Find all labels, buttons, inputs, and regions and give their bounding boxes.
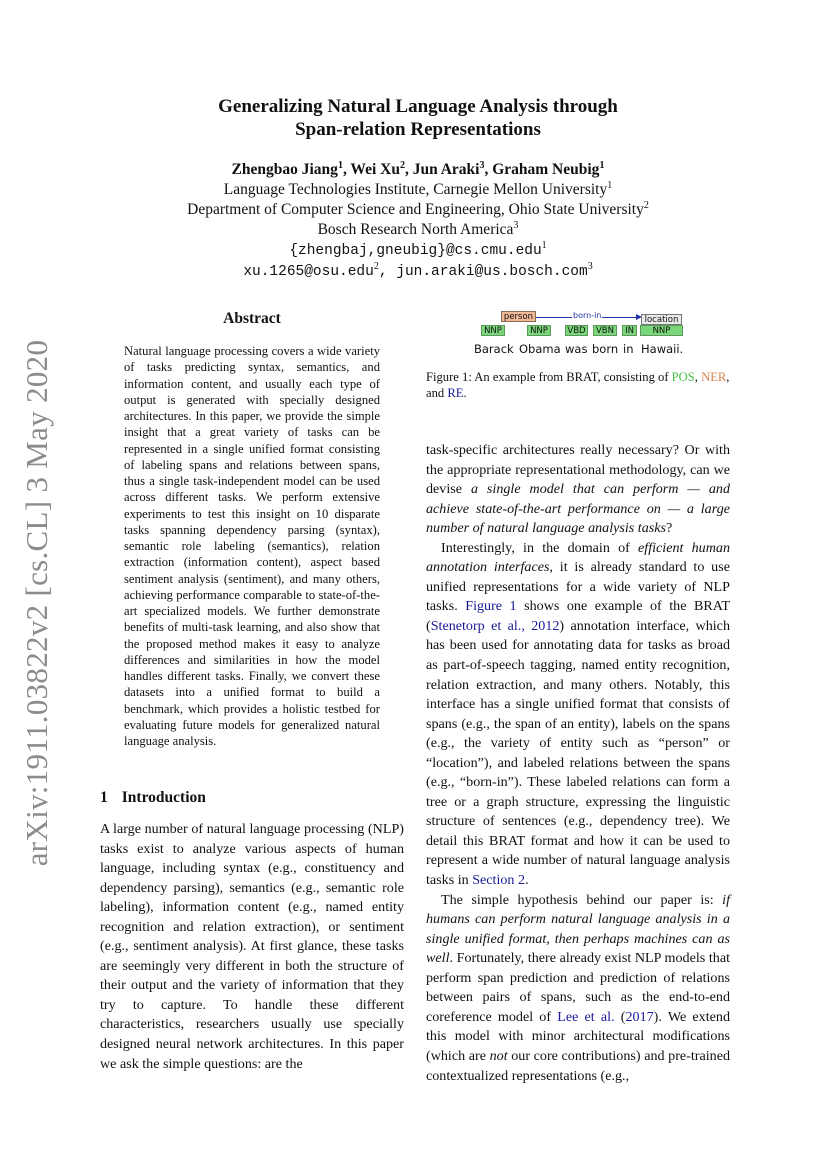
word-6: Hawaii. [641, 342, 684, 356]
email-1-sup: 1 [541, 239, 547, 251]
word-4: born [592, 342, 619, 356]
p1-part-b: ? [665, 520, 673, 537]
p2-part-a: Interestingly, in the domain of [441, 539, 639, 556]
pos-tag-2: NNP [527, 325, 551, 336]
abstract-text: Natural language processing covers a wide variety of tasks predicting syntax, semantics, and information content, and usually each type of output is generated with specially designed architectures. In this paper, we provide the simple insight that a great variety of tasks can be represented in a single unified format consisting of labeling spans and relations between spans, thus a single task-independent model can be used across different tasks. We perform extensive experiments to test this insight on 10 disparate tasks spanning dependency parsing (syntax), semantic role labeling (semantics), relation extraction (information content), aspect based sentiment analysis (sentiment), and many others, achieving performance comparable to state-of-the-art specialized models. We further demonstrate benefits of multi-task learning, and also show that the proposed method makes it easy to analyze differences and similarities in how the model handles different tasks. Finally, we convert these datasets into a unified format to build a benchmark, which provides a holistic testbed for evaluating future models for generalized natural language analysis. [124, 344, 380, 748]
entity-person: person [501, 311, 536, 322]
right-column-text [426, 441, 730, 1086]
p3-part-b: . Fortunately, there already exist NLP models that perform span prediction and prediction of relations between pairs of spans, such as the end-to-end coreference model of [426, 950, 730, 1025]
email-line-1 [100, 240, 736, 261]
p2-emphasis: efficient human annotation interfaces [426, 539, 731, 576]
p1-emphasis: a single model that can perform — and achieve state-of-the-art performance on — a large number of natural language analysis tasks [426, 481, 731, 537]
author-4: Graham Neubig [492, 161, 600, 178]
author-names: Zhengbao Jiang$^1$, Wei Xu$^2$, Jun Araki$^3$, Graham Neubig$^1$ [231, 159, 605, 178]
section-2-link[interactable]: Section 2 [472, 872, 526, 889]
p3-part-e: our core contributions) and pre-trained contextualized representations (e.g., [426, 1047, 730, 1084]
p2-part-b: , it is already standard to use unified representations for a wide variety of NLP tasks. [426, 559, 730, 615]
word-3: was [565, 342, 588, 356]
caption-prefix: Figure 1: An example from BRAT, consisting of [426, 370, 672, 384]
title-line-2: Span-relation Representations [295, 119, 541, 140]
entity-location: location [641, 314, 682, 325]
right-paragraph-1 [426, 441, 730, 539]
affiliation-1-text: Language Technologies Institute, Carnegie Mellon University [223, 181, 608, 198]
section-heading-introduction [100, 789, 206, 807]
lee-citation-link[interactable]: Lee et al. [557, 1008, 615, 1025]
affiliation-2-text: Department of Computer Science and Engineering, Ohio State University [187, 201, 644, 218]
word-5: in [623, 342, 634, 356]
stenetorp-citation-link[interactable]: Stenetorp et al., 2012 [430, 617, 560, 634]
affiliation-2-sup: 2 [643, 199, 649, 211]
pos-tag-3: VBD [565, 325, 588, 336]
pos-tag-1: NNP [481, 325, 505, 336]
intro-paragraph-1 [100, 820, 404, 1074]
author-2-sup: 2 [399, 159, 405, 171]
affiliation-3 [100, 220, 736, 240]
email-2-sup: 2 [373, 260, 379, 272]
p2-part-c: shows one example of the BRAT ( [426, 598, 730, 634]
lee-year-link[interactable]: 2017 [625, 1008, 654, 1025]
pos-tag-6: NNP [640, 325, 683, 336]
author-1: Zhengbao Jiang [231, 161, 338, 178]
affiliation-3-sup: 3 [513, 219, 519, 231]
p2-part-d: ) annotation interface, which has been used for annotating data for tasks as broad as part-of-speech tagging, named entity recognition, relation extraction, and many others. Notably, this interface has a single unified format that consists of spans (e.g., the span of an entity), labels on the spans (e.g., the variety of entity such as “person” or “location”), and labeled relations between the spans (e.g., “born-in”). These labeled relations can form a tree or a graph structure, expressing the linguistic structure of sentences (e.g., dependency tree). We detail this BRAT format and how it can be used to represent a wide number of natural language analysis tasks in [426, 617, 730, 889]
affiliation-2 [100, 200, 736, 220]
arxiv-identifier: arXiv:1911.03822v2 [cs.CL] 3 May 2020 [19, 339, 54, 867]
email-line-2 [100, 261, 736, 282]
caption-sep-2: , and [426, 370, 730, 400]
caption-pos: POS [671, 370, 695, 384]
pos-tag-5: IN [622, 325, 637, 336]
abstract-heading: Abstract [223, 310, 281, 327]
figure-1-link[interactable]: Figure 1 [465, 598, 517, 615]
p2-part-e: . [525, 872, 529, 889]
intro-p1-text: A large number of natural language processing (NLP) tasks exist to analyze various aspects of human language, including syntax (e.g., constituency and dependency parsing), semantics (e.g., semantic role labeling), information content (e.g., named entity recognition and relation extraction), or sentiment (e.g., sentiment analysis). At first glance, these tasks are seemingly very different in both the structure of their output and the variety of information that they try to capture. To handle these different characteristics, researchers usually use specially designed neural network architectures. In this paper we ask the simple questions: are the [100, 821, 404, 1072]
pos-tag-4: VBN [593, 325, 617, 336]
p3-emphasis: if humans can perform natural language analysis in a single unified format, then perhaps machines can as well [426, 891, 730, 967]
email-3[interactable]: jun.araki@us.bosch.com [396, 264, 588, 280]
brat-figure [470, 308, 690, 358]
caption-sep-1: , [694, 370, 698, 384]
p3-part-c: ( [614, 1008, 626, 1025]
section-number: 1 [100, 789, 108, 806]
relation-label: born-in [573, 311, 602, 320]
right-paragraph-3 [426, 891, 730, 1086]
p3-part-a: The simple hypothesis behind our paper is: [441, 891, 723, 908]
figure-1-caption [426, 369, 732, 401]
arxiv-sidebar [12, 339, 62, 867]
author-block [100, 160, 736, 282]
p3-emphasis-not: not [489, 1047, 508, 1064]
author-4-sup: 1 [599, 159, 605, 171]
paper-title [100, 95, 736, 141]
right-paragraph-2 [426, 539, 730, 891]
email-2[interactable]: xu.1265@osu.edu [243, 264, 374, 280]
title-line-1: Generalizing Natural Language Analysis through [218, 96, 618, 117]
p1-part-a: task-specific architectures really necessary? Or with the appropriate representational methodology, can we devise [426, 442, 730, 498]
p3-part-d: ). We extend this model with minor architectural modifications (which are [426, 1008, 730, 1064]
caption-ner: NER [701, 370, 727, 384]
affiliation-1 [100, 180, 736, 200]
email-3-sup: 3 [587, 260, 593, 272]
caption-end: . [463, 386, 467, 400]
email-separator: , [378, 264, 397, 280]
email-1[interactable]: {zhengbaj,gneubig}@cs.cmu.edu [289, 243, 542, 259]
author-3: Jun Araki [412, 161, 480, 178]
affiliation-3-text: Bosch Research North America [317, 221, 514, 238]
author-1-sup: 1 [337, 159, 343, 171]
word-2: Obama [519, 342, 561, 356]
affiliation-1-sup: 1 [607, 179, 613, 191]
author-3-sup: 3 [479, 159, 485, 171]
caption-re: RE [447, 386, 464, 400]
author-2: Wei Xu [350, 161, 400, 178]
section-title: Introduction [121, 789, 206, 806]
word-1: Barack [474, 342, 514, 356]
